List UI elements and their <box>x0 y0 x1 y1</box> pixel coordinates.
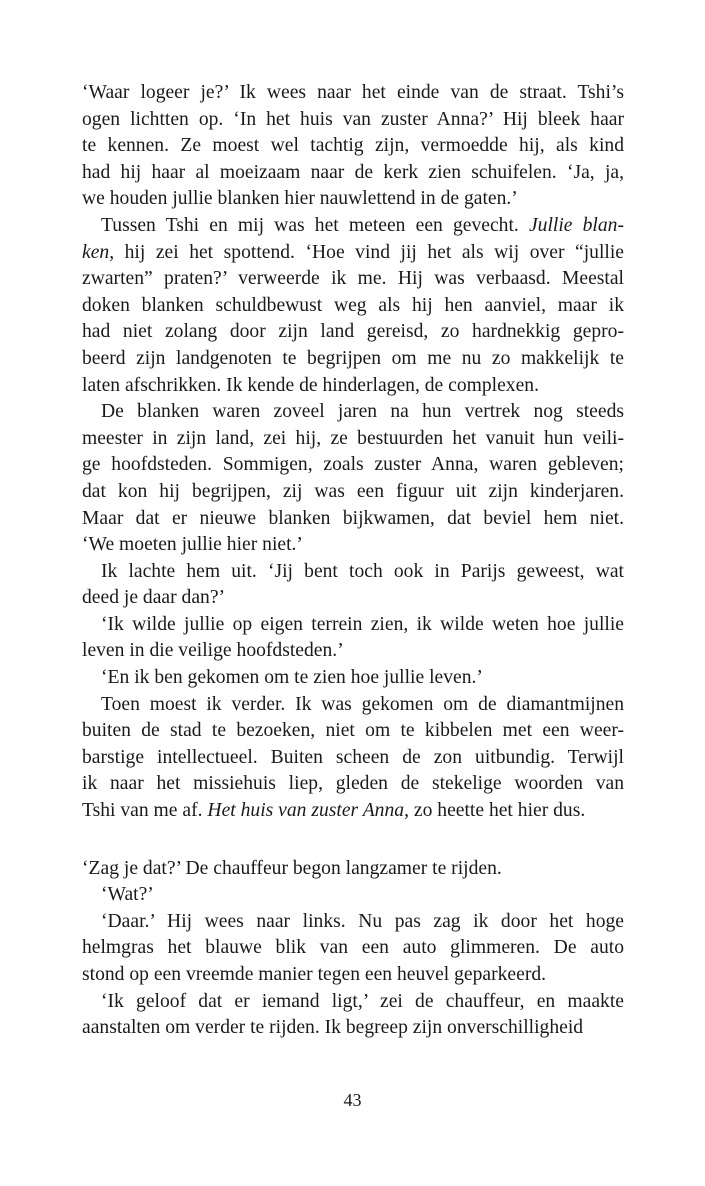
text-line: ‘Daar.’ Hij wees naar links. Nu pas zag ik door het hoge <box>101 910 624 932</box>
italic-segment: ken <box>82 241 110 263</box>
text-segment: Tussen Tshi en mij was het meteen een gevecht. <box>101 214 529 236</box>
text-line: ‘Wat?’ <box>101 884 154 906</box>
text-line: zwarten” praten?’ verweerde ik me. Hij was verbaasd. Meestal <box>82 268 624 290</box>
paragraph <box>82 665 624 692</box>
paragraph <box>82 856 624 883</box>
text-line: leven in die veilige hoofdsteden.’ <box>82 640 344 662</box>
paragraph <box>82 612 624 665</box>
text-segment: , zo heette het hier dus. <box>404 800 586 822</box>
paragraph <box>82 692 624 825</box>
text-line: Toen moest ik verder. Ik was gekomen om de diamantmijnen <box>101 693 624 715</box>
text-line: ‘Zag je dat?’ De chauffeur begon langzamer te rijden. <box>82 857 502 879</box>
text-segment: Tshi van me af. <box>82 800 208 822</box>
text-line: ogen lichtten op. ‘In het huis van zuster Anna?’ Hij bleek haar <box>82 108 624 130</box>
text-line <box>82 240 624 267</box>
text-line: ‘Ik geloof dat er iemand ligt,’ zei de chauffeur, en maakte <box>101 990 624 1012</box>
text-line: laten afschrikken. Ik kende de hinderlagen, de complexen. <box>82 374 539 396</box>
paragraph <box>82 909 624 989</box>
text-line: ge hoofdsteden. Sommigen, zoals zuster Anna, waren gebleven; <box>82 454 624 476</box>
text-line: te kennen. Ze moest wel tachtig zijn, vermoedde hij, als kind <box>82 135 624 157</box>
text-line: De blanken waren zoveel jaren na hun vertrek nog steeds <box>101 401 624 423</box>
text-line: ‘We moeten jullie hier niet.’ <box>82 534 303 556</box>
body-text <box>82 80 624 1042</box>
text-line: ‘Waar logeer je?’ Ik wees naar het einde van de straat. Tshi’s <box>82 82 624 103</box>
paragraph <box>82 80 624 213</box>
text-line: aanstalten om verder te rijden. Ik begreep zijn onverschilligheid <box>82 1017 584 1039</box>
section-2 <box>82 856 624 1042</box>
page-number: 43 <box>343 1090 362 1110</box>
section-break <box>82 825 624 856</box>
text-line: stond op een vreemde manier tegen een heuvel geparkeerd. <box>82 964 547 985</box>
text-line: helmgras het blauwe blik van een auto glimmeren. De auto <box>82 937 624 959</box>
paragraph <box>82 882 624 909</box>
text-line: had hij haar al moeizaam naar de kerk zien schuifelen. ‘Ja, ja, <box>82 161 624 183</box>
text-line <box>82 213 624 240</box>
text-line: buiten de stad te bezoeken, niet om te kibbelen met een weer- <box>82 720 624 742</box>
text-line: beerd zijn landgenoten te begrijpen om me nu zo makkelijk te <box>82 347 624 369</box>
paragraph <box>82 213 624 399</box>
text-line <box>82 798 624 825</box>
text-line: ‘Ik wilde jullie op eigen terrein zien, ik wilde weten hoe jullie <box>101 613 624 635</box>
section-1 <box>82 80 624 825</box>
text-line: Ik lachte hem uit. ‘Jij bent toch ook in Parijs geweest, wat <box>101 560 624 582</box>
text-line: deed je daar dan?’ <box>82 587 226 609</box>
text-line: ik naar het missiehuis liep, gleden de stekelige woorden van <box>82 773 624 795</box>
text-segment: , hij zei het spottend. ‘Hoe vind jij het als wij over “jullie <box>109 241 624 263</box>
paragraph <box>82 559 624 612</box>
italic-segment: Het huis van zuster Anna <box>207 800 405 822</box>
text-line: dat kon hij begrijpen, zij was een figuur uit zijn kinderjaren. <box>82 480 624 502</box>
text-line: barstige intellectueel. Buiten scheen de zon uitbundig. Terwijl <box>82 746 624 768</box>
text-line: we houden jullie blanken hier nauwlettend in de gaten.’ <box>82 188 518 210</box>
paragraph <box>82 399 624 559</box>
text-line: doken blanken schuldbewust weg als hij hen aanviel, maar ik <box>82 294 624 316</box>
text-line: meester in zijn land, zei hij, ze bestuurden het vanuit hun veili- <box>82 427 624 449</box>
text-line: Maar dat er nieuwe blanken bijkwamen, dat beviel hem niet. <box>82 507 624 529</box>
text-line: had niet zolang door zijn land gereisd, zo hardnekkig gepro- <box>82 321 624 343</box>
italic-segment: Jullie blan- <box>528 214 624 236</box>
text-line: ‘En ik ben gekomen om te zien hoe jullie leven.’ <box>101 667 483 689</box>
paragraph <box>82 989 624 1042</box>
